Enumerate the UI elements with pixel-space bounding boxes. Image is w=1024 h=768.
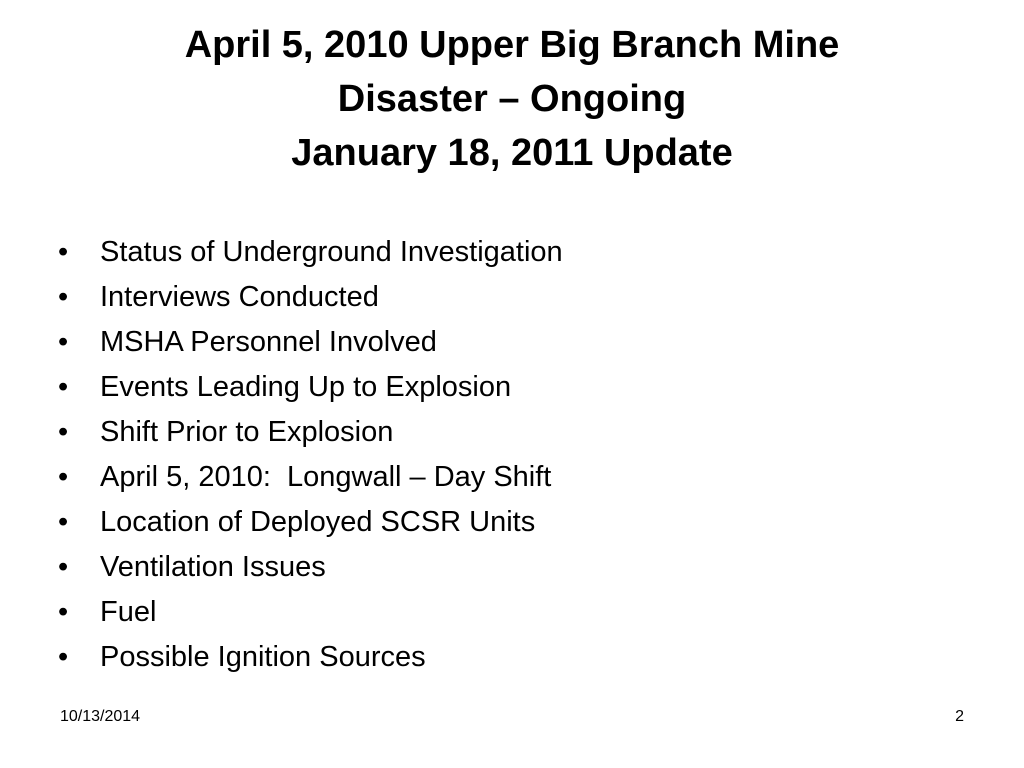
bullet-text: Possible Ignition Sources <box>100 641 426 673</box>
bullet-icon: • <box>58 596 69 628</box>
footer-date: 10/13/2014 <box>60 708 141 725</box>
title-line: Disaster – Ongoing <box>337 78 687 120</box>
list-item <box>58 545 563 590</box>
bullet-icon: • <box>58 506 69 538</box>
list-item <box>58 365 563 410</box>
list-item <box>58 275 563 320</box>
slide-title <box>60 18 964 180</box>
bullet-text: Ventilation Issues <box>100 551 326 583</box>
bullet-list <box>58 230 563 680</box>
bullet-icon: • <box>58 416 69 448</box>
bullet-icon: • <box>58 281 69 313</box>
bullet-text: Fuel <box>100 596 157 628</box>
bullet-icon: • <box>58 326 69 358</box>
list-item <box>58 500 563 545</box>
bullet-icon: • <box>58 641 69 673</box>
list-item <box>58 320 563 365</box>
bullet-text: Events Leading Up to Explosion <box>100 371 512 403</box>
title-line: April 5, 2010 Upper Big Branch Mine <box>184 24 840 66</box>
list-item <box>58 410 563 455</box>
page-number: 2 <box>955 708 964 725</box>
bullet-icon: • <box>58 461 69 493</box>
bullet-text: Interviews Conducted <box>100 281 379 313</box>
bullet-icon: • <box>58 551 69 583</box>
bullet-icon: • <box>58 371 69 403</box>
title-line: January 18, 2011 Update <box>291 132 733 174</box>
bullet-text: Shift Prior to Explosion <box>100 416 394 448</box>
list-item <box>58 635 563 680</box>
bullet-text: MSHA Personnel Involved <box>100 326 437 358</box>
list-item <box>58 455 563 500</box>
bullet-icon: • <box>58 236 69 268</box>
bullet-text: Location of Deployed SCSR Units <box>100 506 536 538</box>
bullet-text: April 5, 2010: Longwall – Day Shift <box>100 461 552 493</box>
list-item <box>58 590 563 635</box>
list-item <box>58 230 563 275</box>
bullet-text: Status of Underground Investigation <box>100 236 563 268</box>
